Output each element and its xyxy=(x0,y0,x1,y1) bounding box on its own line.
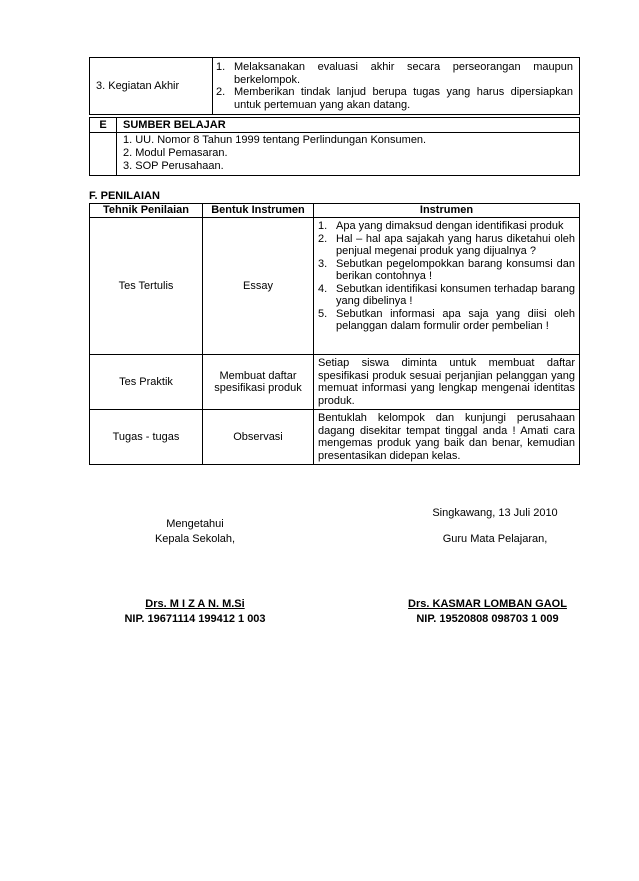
kegiatan-label-cell xyxy=(90,58,213,115)
instrumen-cell xyxy=(314,218,580,355)
table-row xyxy=(90,410,580,465)
sumber-items-row xyxy=(90,133,580,176)
instrumen-cell xyxy=(314,355,580,410)
section-letter-cell xyxy=(90,118,117,133)
kegiatan-items-cell xyxy=(213,58,580,115)
instrumen-text: Setiap siswa diminta untuk membuat daftar spesifikasi produk sesuai perjanjian pelanggan yang memuat informasi yang lengkap mengenai identitas produk. xyxy=(318,357,575,407)
penilaian-heading: F. PENILAIAN xyxy=(89,190,160,202)
penilaian-header-row xyxy=(90,204,580,218)
list-item: 1. Melaksanakan evaluasi akhir secara perseorangan maupun berkelompok. xyxy=(216,61,573,86)
kegiatan-akhir-row xyxy=(90,58,580,115)
list-item: 5. Sebutkan informasi apa saja yang diisi oleh pelanggan dalam formulir order pembelian ! xyxy=(318,307,575,332)
header-tehnik: Tehnik Penilaian xyxy=(90,204,203,218)
tehnik-cell: Tes Tertulis xyxy=(90,218,203,355)
instrumen-cell xyxy=(314,410,580,465)
table-row xyxy=(90,218,580,355)
section-title: SUMBER BELAJAR xyxy=(123,119,226,131)
tehnik-cell: Tugas - tugas xyxy=(90,410,203,465)
top-table xyxy=(89,57,580,115)
place-date: Singkawang, 13 Juli 2010 xyxy=(432,507,558,519)
left-line2: Kepala Sekolah, xyxy=(154,533,236,545)
tehnik-cell: Tes Praktik xyxy=(90,355,203,410)
right-role: Guru Mata Pelajaran, xyxy=(442,533,548,545)
list-item: 2. Memberikan tindak lanjud berupa tugas yang harus dipersiapkan untuk pertemuan yang akan datang. xyxy=(216,86,573,111)
left-name: Drs. M I Z A N. M.Si xyxy=(145,598,245,610)
penilaian-table xyxy=(89,203,580,465)
sumber-header-row xyxy=(90,118,580,133)
list-item: 2. Hal – hal apa sajakah yang harus diketahui oleh penjual megenai produk yang dijualnya ? xyxy=(318,232,575,257)
left-line1: Mengetahui xyxy=(166,518,224,530)
section-letter: E xyxy=(99,119,107,131)
sumber-item: 3. SOP Perusahaan. xyxy=(123,160,224,172)
kegiatan-list xyxy=(216,61,573,111)
instrumen-list xyxy=(318,220,575,333)
bentuk-cell: Membuat daftar spesifikasi produk xyxy=(203,355,314,410)
header-instrumen: Instrumen xyxy=(314,204,580,218)
table-row xyxy=(90,355,580,410)
sumber-item: 2. Modul Pemasaran. xyxy=(123,147,228,159)
list-item: 3. Sebutkan pegelompokkan barang konsumsi dan berikan contohnya ! xyxy=(318,257,575,282)
instrumen-text: Bentuklah kelompok dan kunjungi perusahaan dagang disekitar tempat tinggal anda ! Amati cara mengemas produk yang baik dan benar, kemudian presentasikan didepan kelas. xyxy=(318,412,575,462)
section-title-cell xyxy=(117,118,580,133)
bentuk-cell: Essay xyxy=(203,218,314,355)
left-nip: NIP. 19671114 199412 1 003 xyxy=(124,613,266,625)
right-name: Drs. KASMAR LOMBAN GAOL xyxy=(408,598,567,610)
sumber-item: 1. UU. Nomor 8 Tahun 1999 tentang Perlindungan Konsumen. xyxy=(123,134,427,146)
sumber-table xyxy=(89,117,580,176)
list-item: 4. Sebutkan identifikasi konsumen terhadap barang yang dibelinya ! xyxy=(318,282,575,307)
sumber-items-cell xyxy=(117,133,580,176)
list-item: 1. Apa yang dimaksud dengan identifikasi produk xyxy=(318,220,564,232)
right-nip: NIP. 19520808 098703 1 009 xyxy=(416,613,559,625)
kegiatan-label: 3. Kegiatan Akhir xyxy=(96,80,180,92)
header-bentuk: Bentuk Instrumen xyxy=(203,204,314,218)
bentuk-cell: Observasi xyxy=(203,410,314,465)
empty-cell xyxy=(90,133,117,176)
